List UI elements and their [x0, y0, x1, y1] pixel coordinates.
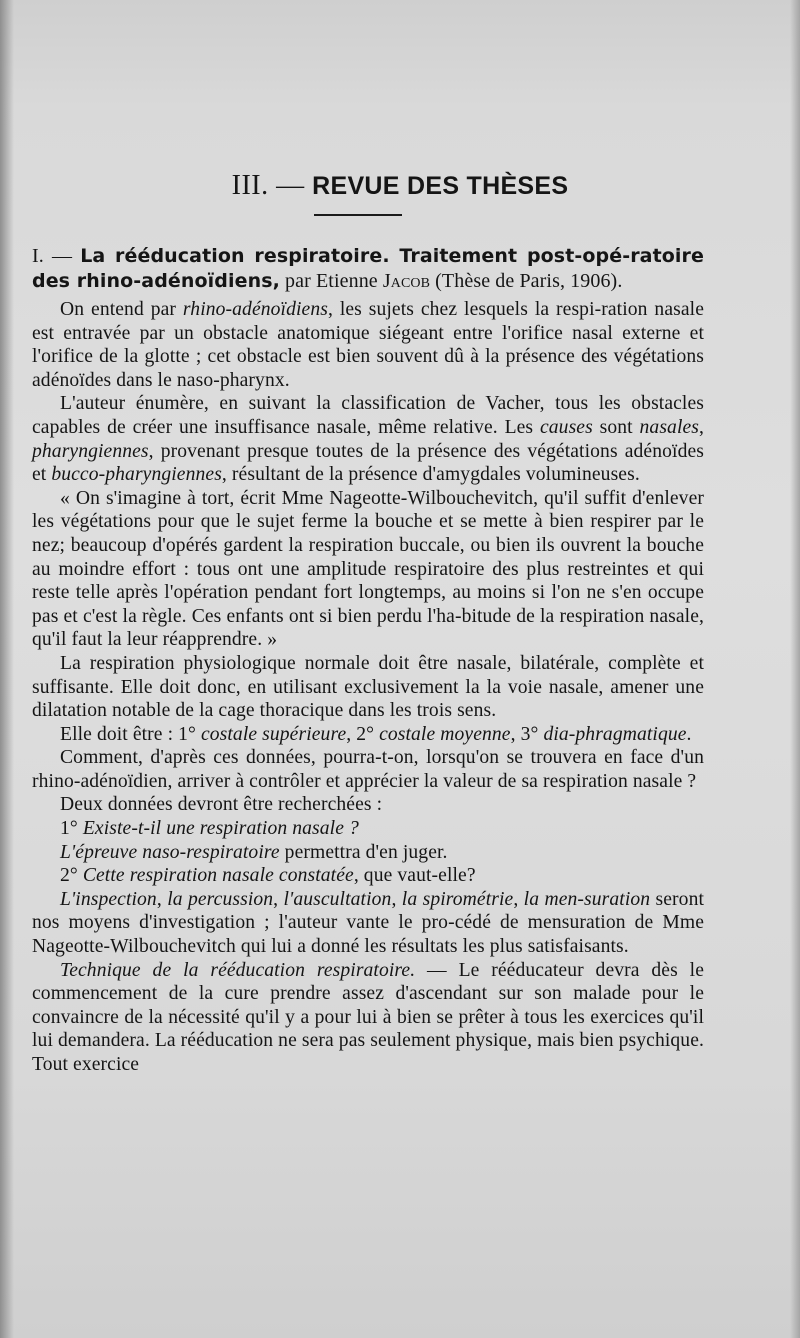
p2-text-e: , résultant de la présence d'amygdales volumineuses.: [221, 464, 640, 486]
paragraph-10: [32, 864, 704, 888]
p8-text-a: 1°: [60, 818, 83, 840]
p1-text-b: , les sujets chez lesquels la respi-ration nasale est entravée par un obstacle anatomique siégeant entre l'orifice nasal externe et l'orifice de la glotte ; cet obstacle est bien souvent dû à la présence des végétations adénoïdes dans le naso-pharynx.: [32, 299, 704, 391]
p11-emphasis-4: la spirométrie: [401, 888, 514, 910]
p2-emphasis-1: causes: [539, 416, 593, 438]
p2-emphasis-3: pharyngiennes: [32, 440, 149, 462]
p11-emphasis-1: L'inspection: [60, 888, 157, 910]
paragraph-2: [32, 392, 704, 486]
section-title: REVUE DES THÈSES: [312, 172, 569, 200]
p11-text-a: ,: [156, 888, 168, 910]
p10-text-b: , que vaut-elle?: [353, 865, 476, 887]
entry-by: par Etienne: [279, 270, 383, 292]
p2-emphasis-4: bucco-pharyngiennes: [51, 464, 222, 486]
paragraph-12: [32, 959, 704, 1077]
p11-emphasis-3: l'auscultation: [283, 888, 392, 910]
paragraph-8: [32, 817, 704, 841]
p2-text-b: sont: [592, 416, 640, 438]
p1-emphasis: rhino-adénoïdiens: [182, 299, 328, 320]
entry-index: I. —: [32, 245, 73, 267]
p9-text-b: permettra d'en juger.: [279, 841, 448, 863]
section-number: III.: [231, 170, 269, 201]
paragraph-1: [32, 298, 704, 392]
p11-emphasis-2: la percussion: [167, 888, 274, 910]
p5-text-b: , 2°: [346, 723, 380, 745]
paragraph-4: La respiration physiologique normale doit être nasale, bilatérale, complète et suffisante. Elle doit donc, en utilisant exclusivement la la voie nasale, amener une dilatation notable de la cage thoracique dans les trois sens.: [32, 652, 704, 722]
p2-text-a: L'auteur énumère, en suivant la classification de Vacher, tous les obstacles capables de créer une insuffisance nasale, même relative. Les: [32, 393, 704, 438]
paragraph-6: Comment, d'après ces données, pourra-t-on, lorsqu'on se trouvera en face d'un rhino-adénoïdien, arriver à contrôler et apprécier la valeur de sa respiration nasale ?: [32, 747, 704, 792]
p11-text-e: seront nos moyens d'investigation ; l'auteur vante le pro-cédé de mensuration de Mme Nageotte-Wilbouchevitch qui lui a donné les résultats les plus satisfaisants.: [32, 888, 705, 958]
p5-text-c: , 3°: [510, 723, 544, 745]
p11-text-b: ,: [273, 888, 284, 910]
p5-text-d: .: [686, 723, 692, 745]
section-heading: [0, 170, 800, 202]
p10-text-a: 2°: [60, 865, 83, 887]
entry-title: La rééducation respiratoire. Traitement post-opé-ratoire des rhino-adénoïdiens,: [32, 245, 704, 292]
p2-text-c: ,: [699, 416, 705, 438]
p5-text-a: Elle doit être : 1°: [60, 723, 201, 745]
p12-emphasis: Technique de la rééducation respiratoire.: [60, 959, 416, 981]
entry-citation: (Thèse de Paris, 1906).: [430, 270, 623, 292]
paragraph-7: Deux données devront être recherchées :: [60, 794, 383, 816]
p11-emphasis-5: la men-suration: [523, 888, 651, 910]
p8-emphasis: Existe-t-il une respiration nasale ?: [82, 818, 359, 840]
p2-text-d: , provenant presque toutes de la présence des végétations adénoïdes et: [32, 440, 704, 486]
section-dash: —: [276, 170, 305, 201]
p5-emphasis-2: costale moyenne: [379, 723, 511, 745]
p1-text-a: On entend par: [60, 299, 183, 320]
text-body: [32, 244, 704, 1077]
paragraph-11: [32, 888, 704, 959]
p5-emphasis-3: dia-phragmatique: [543, 723, 687, 745]
p5-emphasis-1: costale supérieure: [200, 723, 347, 745]
p11-text-c: ,: [391, 888, 402, 910]
paragraph-9: [32, 841, 704, 865]
paragraph-5: [32, 723, 704, 747]
paragraph-3-quote: « On s'imagine à tort, écrit Mme Nageotte-Wilbouchevitch, qu'il suffit d'enlever les végétations pour que le sujet ferme la bouche et se mette à bien respirer par le nez; beaucoup d'opérés gardent la respiration buccale, ou bien ils ouvrent la bouche au moindre effort : tous ont une amplitude respiratoire des plus restreintes et qui reste telle après l'opération pendant fort longtemps, au moins si l'on ne s'en occupe pas et c'est la règle. Ces enfants ont si bien perdu l'ha-bitude de la respiration nasale, qu'il faut la leur réapprendre. »: [32, 487, 704, 651]
p11-text-d: ,: [513, 888, 524, 910]
p10-emphasis: Cette respiration nasale constatée: [82, 865, 354, 887]
thesis-entry-heading: [32, 244, 704, 294]
p9-emphasis: L'épreuve naso-respiratoire: [60, 841, 280, 863]
title-underline: [314, 214, 402, 216]
p2-emphasis-2: nasales: [639, 416, 700, 438]
p12-text-a: — Le rééducateur devra dès le commencement de la cure prendre assez d'ascendant sur son malade pour le convaincre de la nécessité qu'il y a pour lui à bien se prêter à tous les exercices qu'il lui demandera. La rééducation ne sera pas seulement physique, mais bien psychique. Tout exercice: [32, 959, 704, 1075]
entry-author: Jacob: [382, 270, 431, 292]
